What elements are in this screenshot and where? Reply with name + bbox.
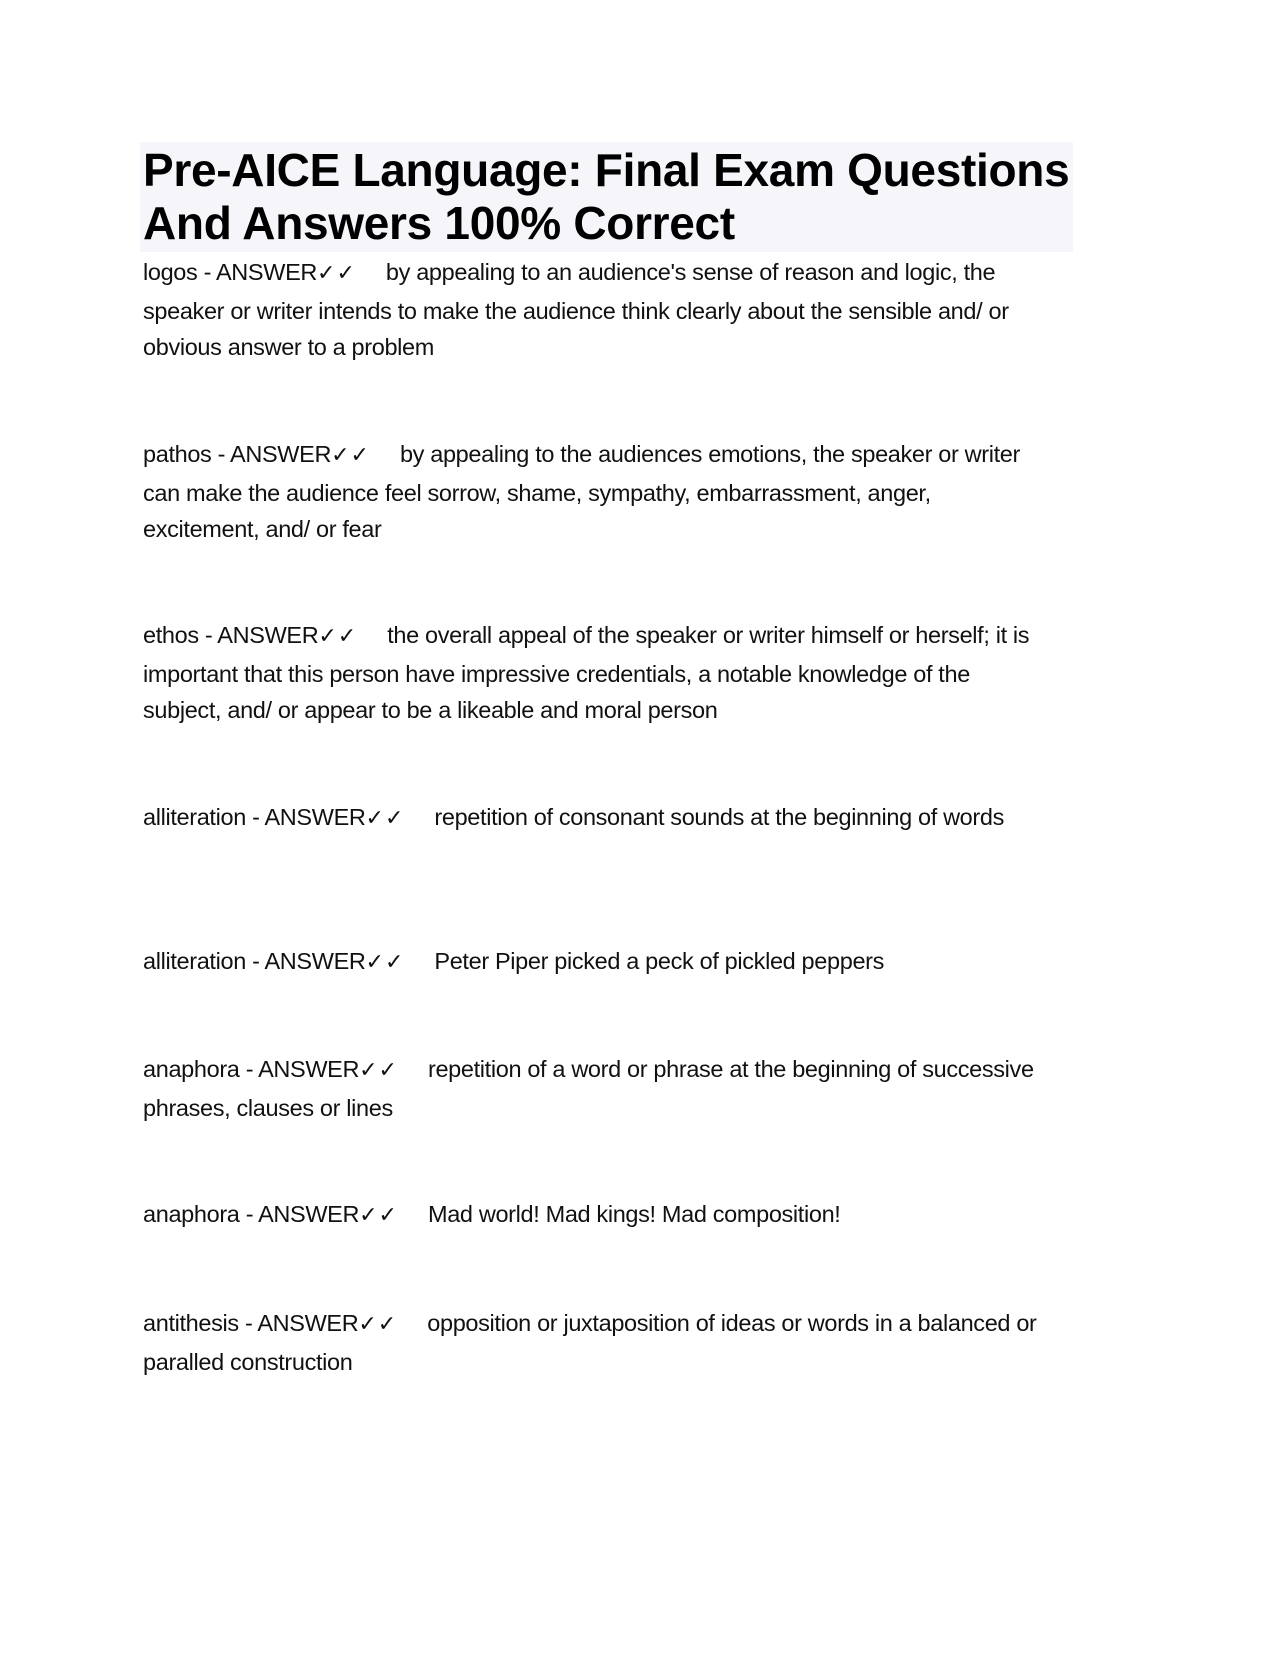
qa-entry-pathos (143, 436, 1053, 548)
double-check-icon: ✓✓ (331, 443, 370, 468)
answer-label: ANSWER (264, 804, 366, 830)
entry-term: pathos (143, 441, 212, 467)
entry-term: logos (143, 259, 198, 285)
double-check-icon: ✓✓ (359, 1203, 398, 1228)
entry-definition: by appealing to the audiences emotions, the speaker or writer can make the audience feel sorrow, shame, sympathy, embarrassment, anger, excitement, and/ or fear (143, 441, 1020, 542)
double-check-icon: ✓✓ (365, 950, 405, 975)
entry-term: alliteration (143, 948, 246, 974)
entry-definition: repetition of a word or phrase at the beginning of successive phrases, clauses or lines (143, 1056, 1034, 1121)
entry-term: anaphora (143, 1056, 240, 1082)
qa-entry-ethos (143, 617, 1053, 729)
entry-separator: - (245, 948, 265, 974)
entry-separator: - (197, 259, 216, 285)
entry-separator: - (198, 622, 218, 648)
qa-entry-alliteration-definition (143, 799, 1053, 838)
answer-label: ANSWER (215, 259, 318, 285)
qa-entry-logos (143, 254, 1053, 366)
entry-separator: - (211, 441, 231, 467)
entry-term: antithesis (143, 1310, 239, 1336)
double-check-icon: ✓✓ (358, 1312, 398, 1337)
answer-label: ANSWER (217, 622, 319, 648)
entry-definition: by appealing to an audience's sense of reason and logic, the speaker or writer intends to make the audience think clearly about the sensible and/ or obvious answer to a problem (143, 259, 1009, 360)
entry-definition: Peter Piper picked a peck of pickled peppers (434, 948, 885, 974)
qa-entry-antithesis (143, 1305, 1053, 1380)
entry-definition: opposition or juxtaposition of ideas or words in a balanced or paralled construction (143, 1310, 1037, 1375)
entry-separator: - (238, 1310, 258, 1336)
double-check-icon: ✓✓ (365, 806, 405, 831)
entry-definition: repetition of consonant sounds at the beginning of words (434, 804, 1005, 830)
answer-label: ANSWER (258, 1201, 360, 1227)
double-check-icon: ✓✓ (359, 1058, 398, 1083)
double-check-icon: ✓✓ (318, 624, 358, 649)
answer-label: ANSWER (258, 1056, 360, 1082)
answer-label: ANSWER (257, 1310, 359, 1336)
qa-entry-anaphora-definition (143, 1051, 1053, 1126)
entry-separator: - (245, 804, 265, 830)
qa-entry-alliteration-example (143, 943, 1053, 982)
entry-definition: the overall appeal of the speaker or writer himself or herself; it is important that this person have impressive credentials, a notable knowledge of the subject, and/ or appear to be a likeable and moral person (143, 622, 1030, 723)
qa-entry-anaphora-example (143, 1196, 1053, 1235)
entry-definition: Mad world! Mad kings! Mad composition! (427, 1201, 841, 1227)
answer-label: ANSWER (230, 441, 332, 467)
entry-separator: - (239, 1056, 259, 1082)
answer-label: ANSWER (264, 948, 366, 974)
double-check-icon: ✓✓ (317, 261, 356, 286)
entry-separator: - (239, 1201, 259, 1227)
entry-term: anaphora (143, 1201, 240, 1227)
entry-term: ethos (143, 622, 199, 648)
document-title: Pre-AICE Language: Final Exam Questions And Answers 100% Correct (143, 144, 1070, 249)
entry-term: alliteration (143, 804, 246, 830)
